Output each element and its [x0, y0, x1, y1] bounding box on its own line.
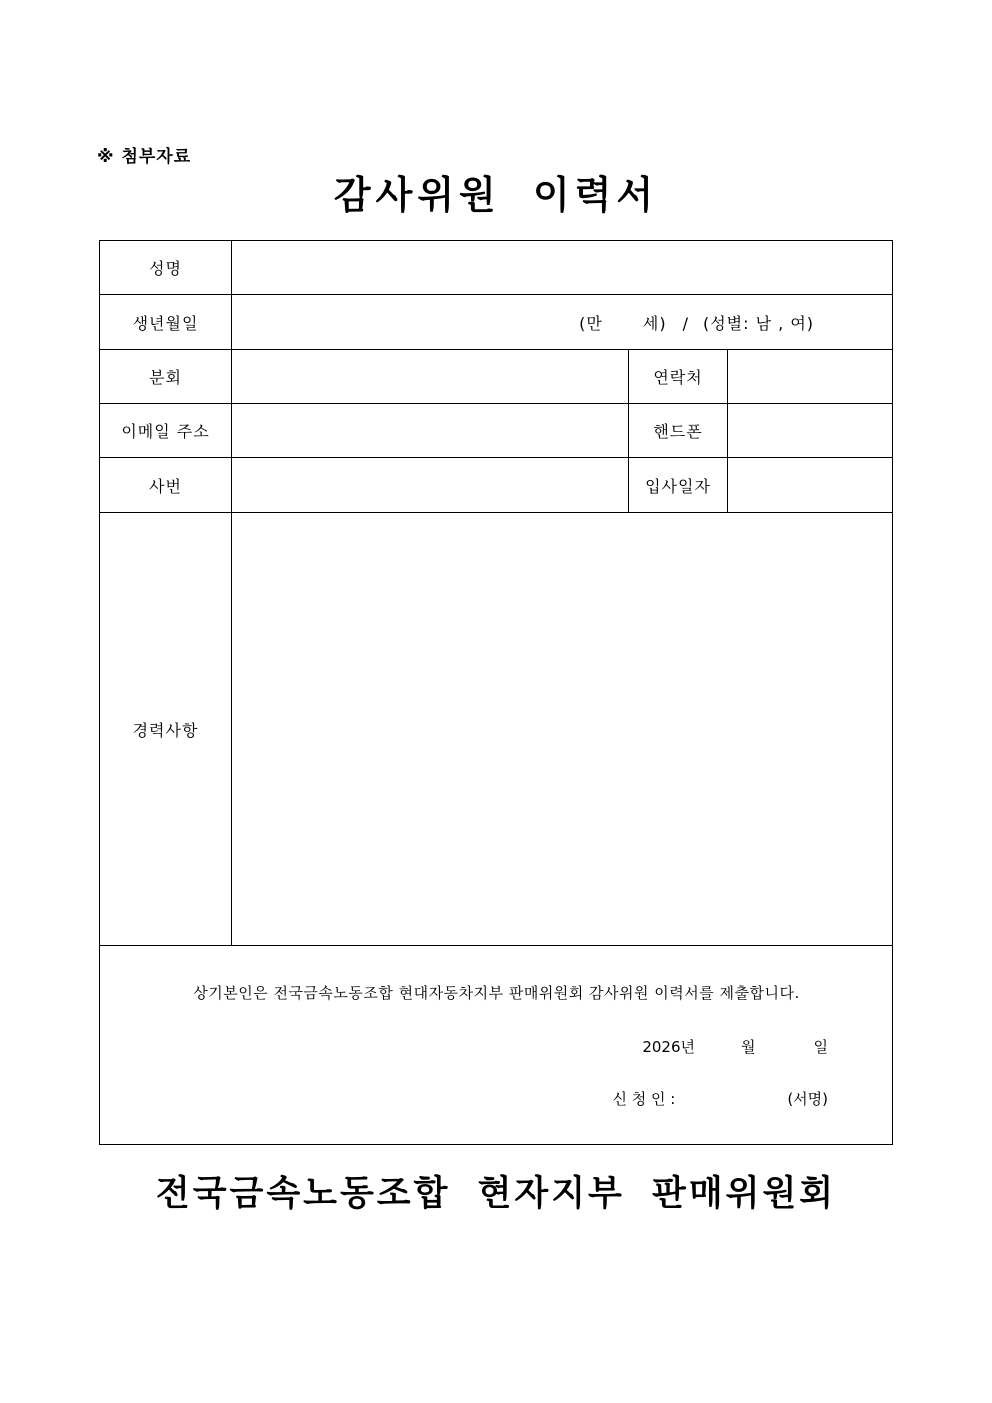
- declaration-row: [100, 946, 893, 1145]
- organization-footer: 전국금속노동조합 현자지부 판매위원회: [155, 1173, 837, 1214]
- birth-age-open: (만: [579, 313, 603, 333]
- birth-label: 생년월일: [100, 295, 232, 350]
- career-row: [100, 513, 893, 946]
- contact-label: 연락처: [629, 350, 728, 404]
- division-row: [100, 350, 893, 404]
- hire-date-label: 입사일자: [629, 458, 728, 513]
- birth-gender: (성별: 남 , 여): [702, 313, 815, 333]
- birth-field[interactable]: [232, 295, 893, 350]
- resume-form-table: [99, 240, 893, 1145]
- birth-age-close: 세): [642, 313, 667, 333]
- name-label: 성명: [100, 241, 232, 295]
- phone-label: 핸드폰: [629, 404, 728, 458]
- birth-separator: /: [682, 313, 689, 333]
- division-field[interactable]: [232, 350, 629, 404]
- name-row: [100, 241, 893, 295]
- date-day: 일: [813, 1038, 829, 1056]
- email-row: [100, 404, 893, 458]
- attachment-note: ※ 첨부자료: [97, 147, 192, 167]
- email-field[interactable]: [232, 404, 629, 458]
- employee-id-field[interactable]: [232, 458, 629, 513]
- date-year: 2026년: [642, 1038, 696, 1056]
- birth-row: [100, 295, 893, 350]
- name-field[interactable]: [232, 241, 893, 295]
- email-label: 이메일 주소: [100, 404, 232, 458]
- document-title: 감사위원 이력서: [333, 172, 659, 217]
- employee-id-row: [100, 458, 893, 513]
- career-label: 경력사항: [100, 513, 232, 946]
- contact-field[interactable]: [728, 350, 893, 404]
- date-month: 월: [741, 1038, 756, 1056]
- signature-mark: (서명): [787, 1090, 829, 1108]
- declaration-statement: 상기본인은 전국금속노동조합 현대자동차지부 판매위원회 감사위원 이력서를 제출합니다.: [193, 984, 800, 1002]
- employee-id-label: 사번: [100, 458, 232, 513]
- applicant-label: 신 청 인 :: [612, 1090, 676, 1108]
- signature-line: [612, 1088, 828, 1109]
- hire-date-field[interactable]: [728, 458, 893, 513]
- career-field[interactable]: [232, 513, 893, 946]
- declaration-cell: [100, 946, 893, 1145]
- date-line: [642, 1036, 828, 1057]
- phone-field[interactable]: [728, 404, 893, 458]
- division-label: 분회: [100, 350, 232, 404]
